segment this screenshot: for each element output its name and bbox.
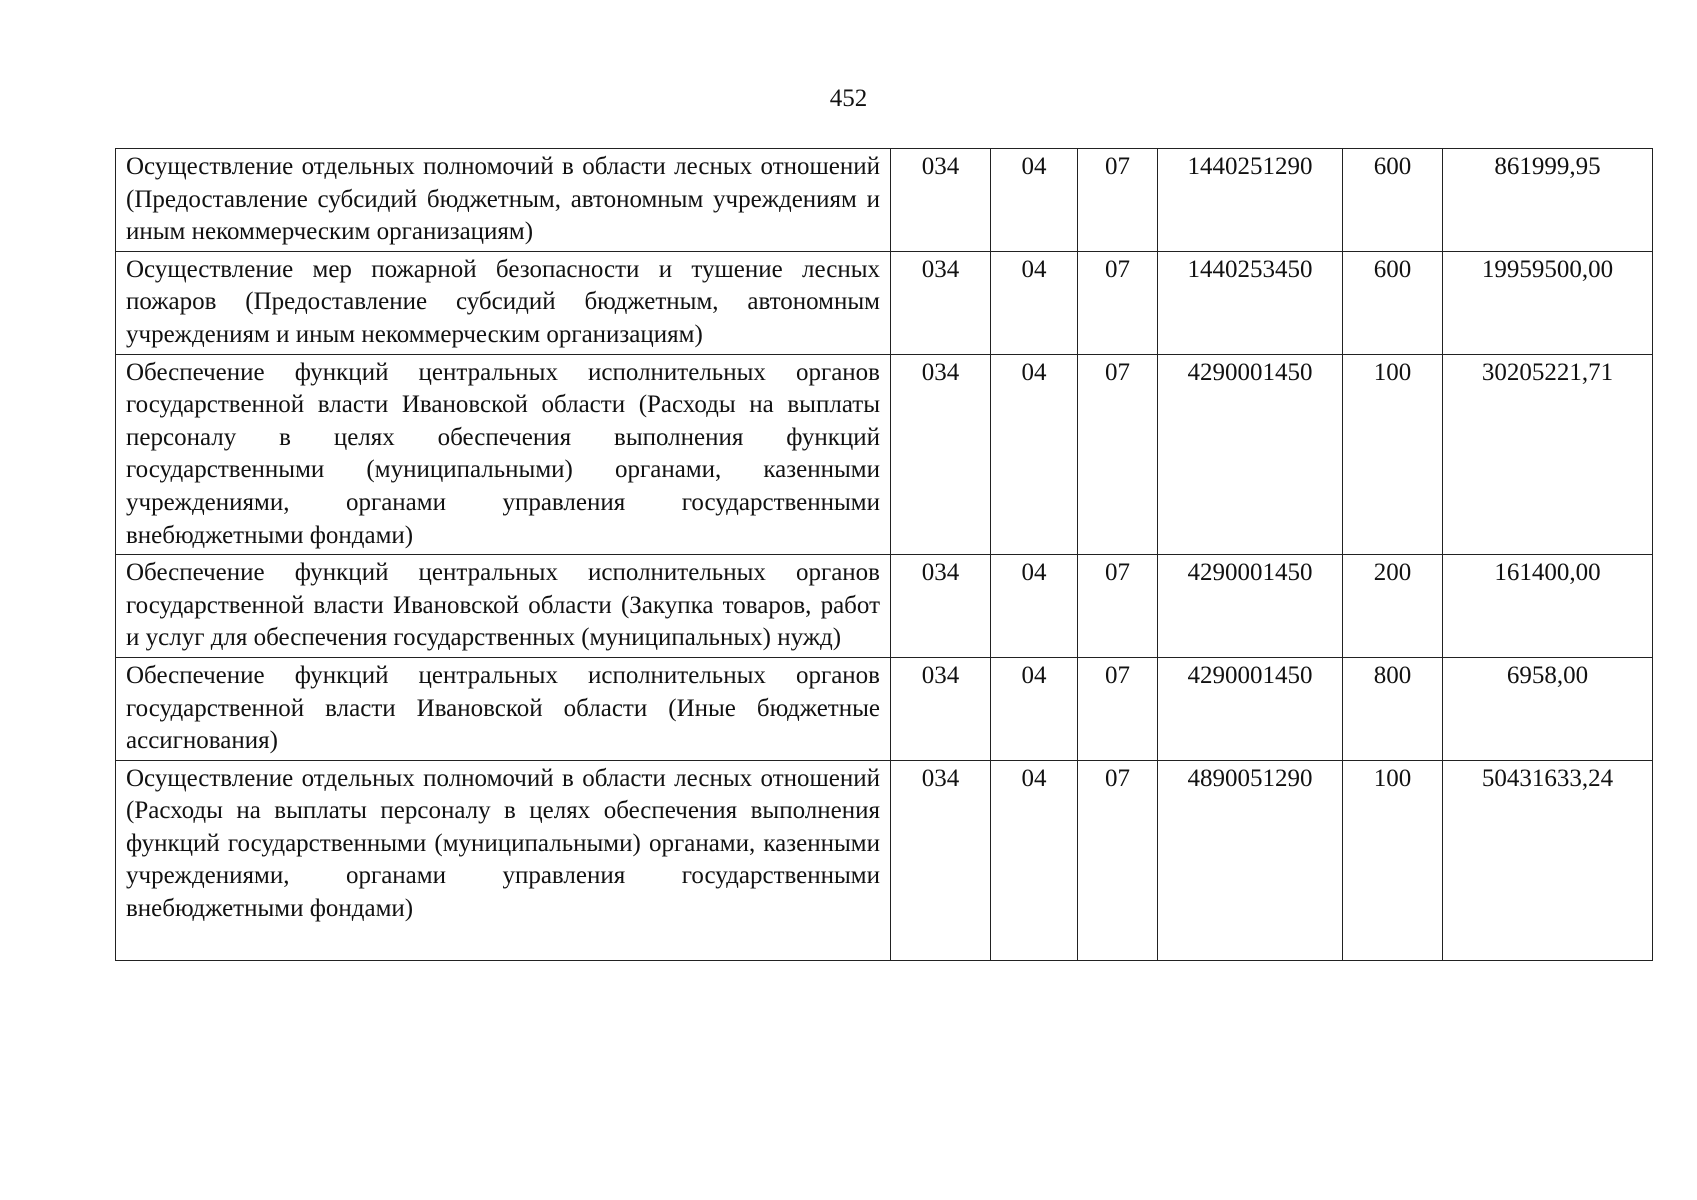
ministry-code: 034 — [891, 251, 991, 354]
subsection-code: 07 — [1078, 149, 1158, 252]
amount: 6958,00 — [1443, 657, 1653, 760]
row-description: Осуществление отдельных полномочий в области лесных отношений (Расходы на выплаты персоналу в целях обеспечения выполнения функций государственными (муниципальными) органами, казенными учреждениями, органами управления государственными внебюджетными фондами) — [116, 760, 891, 960]
section-code: 04 — [991, 760, 1078, 960]
subsection-code: 07 — [1078, 555, 1158, 658]
table-row — [116, 149, 1653, 252]
section-code: 04 — [991, 657, 1078, 760]
section-code: 04 — [991, 149, 1078, 252]
budget-table — [115, 148, 1653, 961]
table-row — [116, 657, 1653, 760]
expense-type-code: 800 — [1343, 657, 1443, 760]
expense-type-code: 600 — [1343, 149, 1443, 252]
target-article-code: 4890051290 — [1158, 760, 1343, 960]
ministry-code: 034 — [891, 149, 991, 252]
table-row — [116, 555, 1653, 658]
table-row — [116, 354, 1653, 555]
expense-type-code: 100 — [1343, 354, 1443, 555]
ministry-code: 034 — [891, 657, 991, 760]
subsection-code: 07 — [1078, 760, 1158, 960]
expense-type-code: 100 — [1343, 760, 1443, 960]
amount: 161400,00 — [1443, 555, 1653, 658]
expense-type-code: 200 — [1343, 555, 1443, 658]
amount: 19959500,00 — [1443, 251, 1653, 354]
amount: 50431633,24 — [1443, 760, 1653, 960]
row-description: Обеспечение функций центральных исполнительных органов государственной власти Ивановской области (Расходы на выплаты персоналу в целях обеспечения выполнения функций государственными (муниципальными) органами, казенными учреждениями, органами управления государственными внебюджетными фондами) — [116, 354, 891, 555]
ministry-code: 034 — [891, 555, 991, 658]
section-code: 04 — [991, 354, 1078, 555]
subsection-code: 07 — [1078, 657, 1158, 760]
ministry-code: 034 — [891, 354, 991, 555]
table-row — [116, 760, 1653, 960]
row-description: Обеспечение функций центральных исполнительных органов государственной власти Ивановской области (Закупка товаров, работ и услуг для обеспечения государственных (муниципальных) нужд) — [116, 555, 891, 658]
table-row — [116, 251, 1653, 354]
row-description: Осуществление отдельных полномочий в области лесных отношений (Предоставление субсидий бюджетным, автономным учреждениям и иным некоммерческим организациям) — [116, 149, 891, 252]
expense-type-code: 600 — [1343, 251, 1443, 354]
target-article-code: 4290001450 — [1158, 555, 1343, 658]
row-description: Обеспечение функций центральных исполнительных органов государственной власти Ивановской области (Иные бюджетные ассигнования) — [116, 657, 891, 760]
row-description: Осуществление мер пожарной безопасности и тушение лесных пожаров (Предоставление субсидий бюджетным, автономным учреждениям и иным некоммерческим организациям) — [116, 251, 891, 354]
target-article-code: 1440253450 — [1158, 251, 1343, 354]
amount: 861999,95 — [1443, 149, 1653, 252]
target-article-code: 1440251290 — [1158, 149, 1343, 252]
section-code: 04 — [991, 251, 1078, 354]
page-number: 452 — [829, 85, 868, 112]
subsection-code: 07 — [1078, 354, 1158, 555]
target-article-code: 4290001450 — [1158, 657, 1343, 760]
amount: 30205221,71 — [1443, 354, 1653, 555]
section-code: 04 — [991, 555, 1078, 658]
subsection-code: 07 — [1078, 251, 1158, 354]
target-article-code: 4290001450 — [1158, 354, 1343, 555]
ministry-code: 034 — [891, 760, 991, 960]
